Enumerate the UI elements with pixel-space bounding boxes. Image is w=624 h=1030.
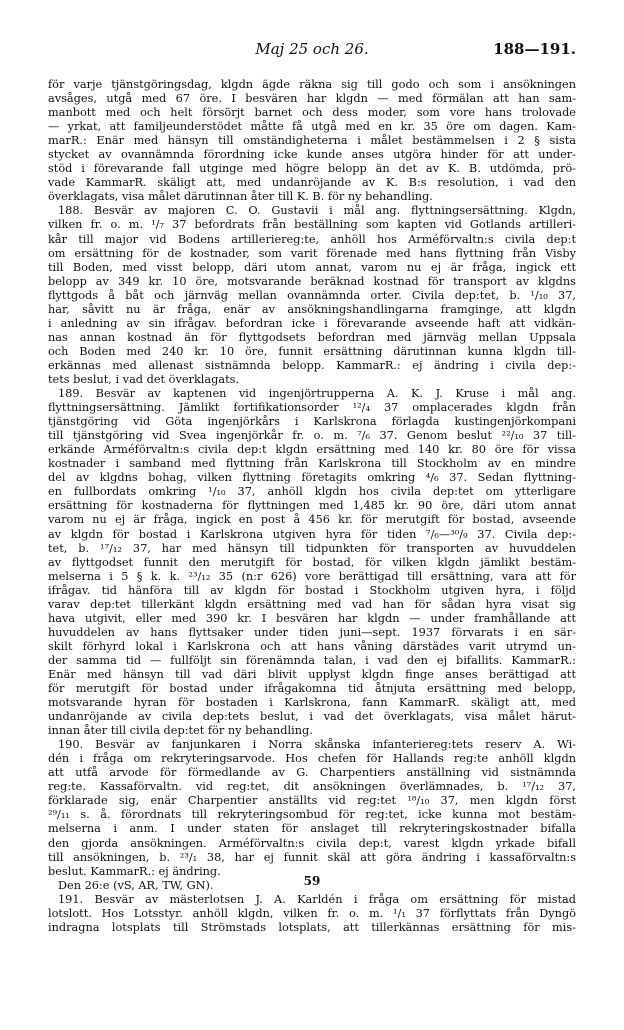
text-line: vilken fr. o. m. ¹/₇ 37 befordrats från beställning som kapten vid Gotlands artilleri- xyxy=(48,218,576,232)
text-line: till tjänstgöring vid Svea ingenjörkår fr. o. m. ⁷/₆ 37. Genom beslut ²²/₁₀ 37 till- xyxy=(48,429,576,443)
text-line: marR.: Enär med hänsyn till omständigheterna i målet bestämmelsen i 2 § sista xyxy=(48,134,576,148)
text-line: överklagats, visa målet därutinnan åter till K. B. för ny behandling. xyxy=(48,190,433,204)
text-line: melserna i anm. I under staten för anslaget till rekryteringskostnader bifalla xyxy=(48,822,576,836)
text-line: — yrkat, att familjeunderstödet måtte få utgå med en kr. 35 öre om dagen. Kam- xyxy=(48,120,576,134)
text-line: motsvarande hyran för bostaden i Karlskrona, fann KammarR. skäligt att, med xyxy=(48,696,576,710)
text-line: för merutgift för bostad under ifrågakomna tid åtnjuta ersättning med belopp, xyxy=(48,682,576,696)
text-line: dén i fråga om rekryteringsarvode. Hos chefen för Hallands reg:te anhöll klgdn xyxy=(48,752,576,766)
text-line: förklarade sig, enär Charpentier anställts vid reg:tet ¹⁸/₁₀ 37, men klgdn först xyxy=(48,794,576,808)
text-line: skilt förhyrd lokal i Karlskrona och att hans våning därstädes varit utrymd un- xyxy=(48,639,576,653)
text-line: melserna i 5 § k. k. ²³/₁₂ 35 (n:r 626) vore berättigad till ersättning, vara att för xyxy=(48,569,576,583)
text-line: manbott med och helt försörjt barnet och dess moder, som vore hans trolovade xyxy=(48,106,576,120)
text-line: kår till major vid Bodens artilleriereg:te, anhöll hos Arméförvaltn:s civila dep:t xyxy=(48,232,576,246)
text-line: av klgdn för bostad i Karlskrona utgiven hyra för tiden ⁷/₆—³⁰/₉ 37. Civila dep:- xyxy=(48,527,576,541)
running-header xyxy=(48,40,576,60)
text-line: har, såvitt nu är fråga, enär av ansökningshandlingarna framginge, att klgdn xyxy=(48,302,576,316)
text-line: av flyttgodset funnit den merutgift för bostad, för vilken klgdn jämlikt bestäm- xyxy=(48,555,576,569)
text-line: till ansökningen, b. ²³/₁ 38, har ej funnit skäl att göra ändring i kassaförvaltn:s xyxy=(48,850,576,864)
text-line: del av klgdns bohag, vilken flyttning företagits omkring ⁴/₆ 37. Sedan flyttning- xyxy=(48,471,576,485)
text-line: varav dep:tet tillerkänt klgdn ersättning med vad han för sådan hyra visat sig xyxy=(48,597,576,611)
body-text xyxy=(48,78,576,949)
header-case-range: 188—191. xyxy=(493,40,576,58)
text-line: ersättning för kostnaderna för flyttningen med 1,485 kr. 90 öre, däri utom annat xyxy=(48,499,576,513)
text-line: ²⁹/₁₁ s. å. förordnats till rekryteringsombud för reg:tet, icke kunna mot bestäm- xyxy=(48,808,576,822)
text-line: beslut. KammarR.: ej ändring. xyxy=(48,864,221,878)
header-date: Maj 25 och 26. xyxy=(255,40,369,58)
text-line xyxy=(48,935,576,949)
text-line: der samma tid — fullföljt sin förenämnda talan, i vad den ej bifallits. KammarR.: xyxy=(48,653,576,667)
text-line: för varje tjänstgöringsdag, klgdn ägde räkna sig till godo och som i ansökningen xyxy=(48,78,576,91)
text-line: lotslott. Hos Lotsstyr. anhöll klgdn, vilken fr. o. m. ¹/₁ 37 förflyttats från Dyngö xyxy=(48,906,576,920)
text-line: vade KammarR. skäligt att, med undanröjande av K. B:s resolution, i vad den xyxy=(48,176,576,190)
text-line: innan åter till civila dep:tet för ny behandling. xyxy=(48,724,313,738)
text-line-case-189: 189. Besvär av kaptenen vid ingenjörtrupperna A. K. J. Kruse i mål ang. xyxy=(58,387,576,401)
text-line: Enär med hänsyn till vad däri blivit upplyst klgdn finge anses berättigad att xyxy=(48,667,576,681)
text-line: en fullbordats omkring ¹/₁₀ 37, anhöll klgdn hos civila dep:tet om ytterligare xyxy=(48,485,576,499)
text-line-case-188: 188. Besvär av majoren C. O. Gustavii i mål ang. flyttningsersättning. Klgdn, xyxy=(58,204,576,218)
page-number: 59 xyxy=(303,874,321,888)
text-line: tjänstgöring vid Göta ingenjörkårs i Karlskrona förlagda kustingenjörkompani xyxy=(48,415,576,429)
text-line: avsåges, utgå med 67 öre. I besvären har klgdn — med förmälan att han sam- xyxy=(48,92,576,106)
text-line: att utfå arvode för förmedlande av G. Charpentiers anställning vid sistnämnda xyxy=(48,766,576,780)
text-line: huvuddelen av hans flyttsaker under tiden juni—sept. 1937 förvarats i en sär- xyxy=(48,625,576,639)
text-line: tet, b. ¹⁷/₁₂ 37, har med hänsyn till tidpunkten för transporten av huvuddelen xyxy=(48,541,576,555)
text-line: flyttningsersättning. Jämlikt fortifikationsorder ¹²/₄ 37 omplacerades klgdn från xyxy=(48,401,576,415)
text-line: den gjorda ansökningen. Arméförvaltn:s civila dep:t, varest klgdn yrkade bifall xyxy=(48,836,576,850)
text-line: undanröjande av civila dep:tets beslut, i vad det överklagats, visa målet härut- xyxy=(48,710,576,724)
text-line: och Boden med 240 kr. 10 öre, funnit ersättning därutinnan kunna klgdn till- xyxy=(48,344,576,358)
text-line-case-190: 190. Besvär av fanjunkaren i Norra skånska infanteriereg:tets reserv A. Wi- xyxy=(58,738,576,752)
text-line: i anledning av sin ifrågav. befordran icke i förevarande avseende haft att vidkän- xyxy=(48,316,576,330)
text-line: till Boden, med visst belopp, däri utom annat, varom nu ej är fråga, ingick ett xyxy=(48,260,576,274)
text-line: kostnader i samband med flyttning från Karlskrona till Stockholm av en mindre xyxy=(48,457,576,471)
text-line: hava utgivit, eller med 390 kr. I besvären har klgdn — under framhållande att xyxy=(48,611,576,625)
text-line: belopp av 349 kr. 10 öre, motsvarande beräknad kostnad för transport av klgdns xyxy=(48,274,576,288)
text-line: indragna lotsplats till Strömstads lotsplats, att tillerkännas ersättning för mis- xyxy=(48,920,576,934)
text-line-case-191: 191. Besvär av mästerlotsen J. A. Karldén i fråga om ersättning för mistad xyxy=(58,892,576,906)
text-line: om ersättning för de kostnader, som varit förenade med hans flyttning från Visby xyxy=(48,246,576,260)
date-subheading: Den 26:e (vS, AR, TW, GN). xyxy=(58,878,214,892)
text-line: ifrågav. tid hänföra till av klgdn för bostad i Stockholm utgiven hyra, i följd xyxy=(48,583,576,597)
text-line: varom nu ej är fråga, ingick en post å 456 kr. för merutgift för bostad, avseende xyxy=(48,513,576,527)
text-line: tets beslut, i vad det överklagats. xyxy=(48,372,240,386)
text-line: stycket av ovannämnda förordning icke kunde anses utgöra hinder för att under- xyxy=(48,148,576,162)
text-line: reg:te. Kassaförvaltn. vid reg:tet, dit ansökningen överlämnades, b. ¹⁷/₁₂ 37, xyxy=(48,780,576,794)
text-line: stöd i förevarande fall utginge med högre belopp än det av K. B. utdömda, prö- xyxy=(48,162,576,176)
text-line: erkännas med allenast sistnämnda belopp. KammarR.: ej ändring i civila dep:- xyxy=(48,358,576,372)
text-line: nas annan kostnad än för flyttgodsets befordran med järnväg mellan Uppsala xyxy=(48,330,576,344)
text-line: flyttgods å båt och järnväg mellan ovannämnda orter. Civila dep:tet, b. ¹/₁₀ 37, xyxy=(48,288,576,302)
text-line: erkände Arméförvaltn:s civila dep:t klgdn ersättning med 140 kr. 80 öre för vissa xyxy=(48,443,576,457)
